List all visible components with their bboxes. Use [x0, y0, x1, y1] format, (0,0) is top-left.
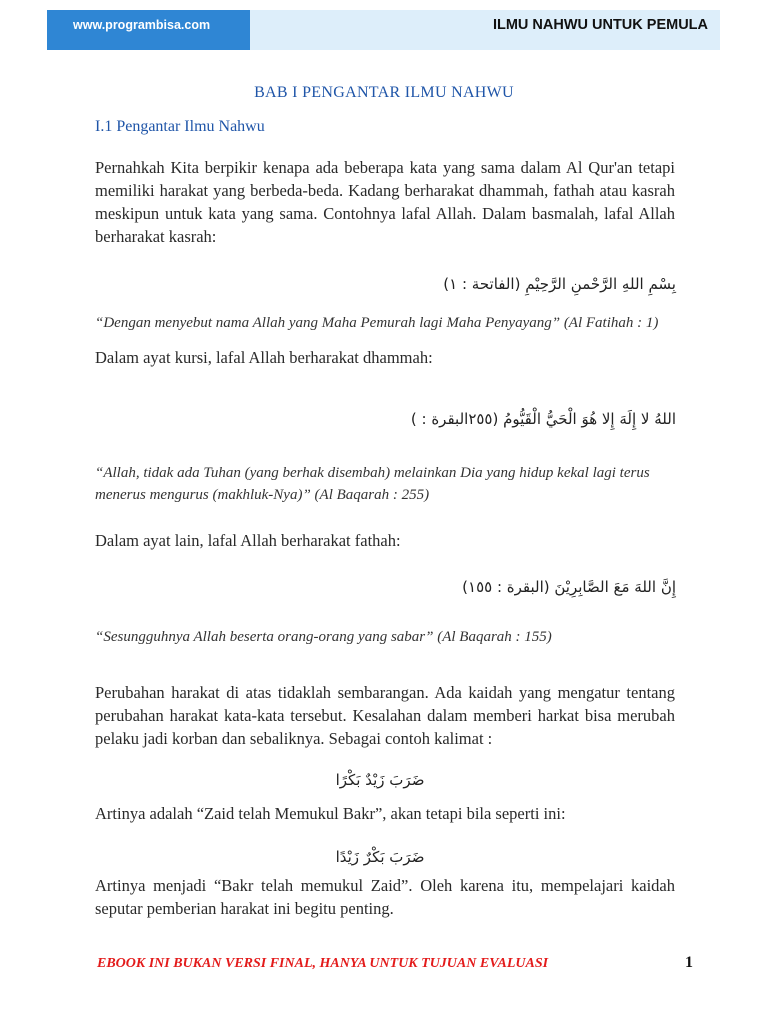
website-banner: [47, 10, 250, 50]
conclusion-paragraph: Artinya menjadi “Bakr telah memukul Zaid”. Oleh karena itu, mempelajari kaidah seputar pemberian harakat ini begitu penting.: [95, 876, 675, 918]
chapter-title: BAB I PENGANTAR ILMU NAHWU: [254, 84, 514, 101]
harakat-paragraph: Perubahan harakat di atas tidaklah sembarangan. Ada kaidah yang mengatur tentang perubahan harakat kata-kata tersebut. Kesalahan dalam memberi harkat bisa merubah pelaku jadi korban dan sebaliknya. Sebagai contoh kalimat :: [95, 683, 675, 748]
example1-arabic: ضَرَبَ زَيْدٌ بَكْرًا: [335, 771, 425, 789]
page-number: 1: [685, 954, 693, 971]
ayat-kursi-translation: “Allah, tidak ada Tuhan (yang berhak disembah) melainkan Dia yang hidup kekal lagi terus menerus mengurus (makhluk-Nya)” (Al Baqarah : 255): [95, 465, 650, 503]
dhammah-paragraph: Dalam ayat kursi, lafal Allah berharakat dhammah:: [95, 348, 433, 367]
section-title: I.1 Pengantar Ilmu Nahwu: [95, 118, 265, 135]
example2-arabic: ضَرَبَ بَكْرٌ زَيْدًا: [335, 848, 425, 866]
website-url[interactable]: www.programbisa.com: [73, 18, 211, 32]
example1-meaning: Artinya adalah “Zaid telah Memukul Bakr”, akan tetapi bila seperti ini:: [95, 804, 566, 823]
fathah-paragraph: Dalam ayat lain, lafal Allah berharakat fathah:: [95, 531, 401, 550]
book-title: ILMU NAHWU UNTUK PEMULA: [492, 17, 708, 33]
basmalah-arabic: بِسْمِ اللهِ الرَّحْمنِ الرَّحِيْمِ (الفاتحة : ١): [443, 275, 676, 293]
basmalah-translation: “Dengan menyebut nama Allah yang Maha Pemurah lagi Maha Penyayang” (Al Fatihah : 1): [95, 315, 659, 331]
intro-paragraph: Pernahkah Kita berpikir kenapa ada beberapa kata yang sama dalam Al Qur'an tetapi memiliki harakat yang berbeda-beda. Kadang berharakat dhammah, fathah atau kasrah meskipun untuk kata yang sama. Contohnya lafal Allah. Dalam basmalah, lafal Allah berharakat kasrah:: [95, 158, 675, 246]
ayat-kursi-arabic: اللهُ لا إِلَهَ إِلا هُوَ الْحَيُّ الْقَيُّومُ (٢٥٥البقرة : ): [410, 410, 676, 428]
sabar-translation: “Sesungguhnya Allah beserta orang-orang yang sabar” (Al Baqarah : 155): [95, 629, 552, 645]
book-title-banner: [250, 10, 720, 50]
sabar-arabic: إِنَّ اللهَ مَعَ الصَّابِرِيْنَ (البقرة : ١٥٥): [462, 578, 676, 596]
evaluation-notice: EBOOK INI BUKAN VERSI FINAL, HANYA UNTUK TUJUAN EVALUASI: [97, 956, 549, 971]
